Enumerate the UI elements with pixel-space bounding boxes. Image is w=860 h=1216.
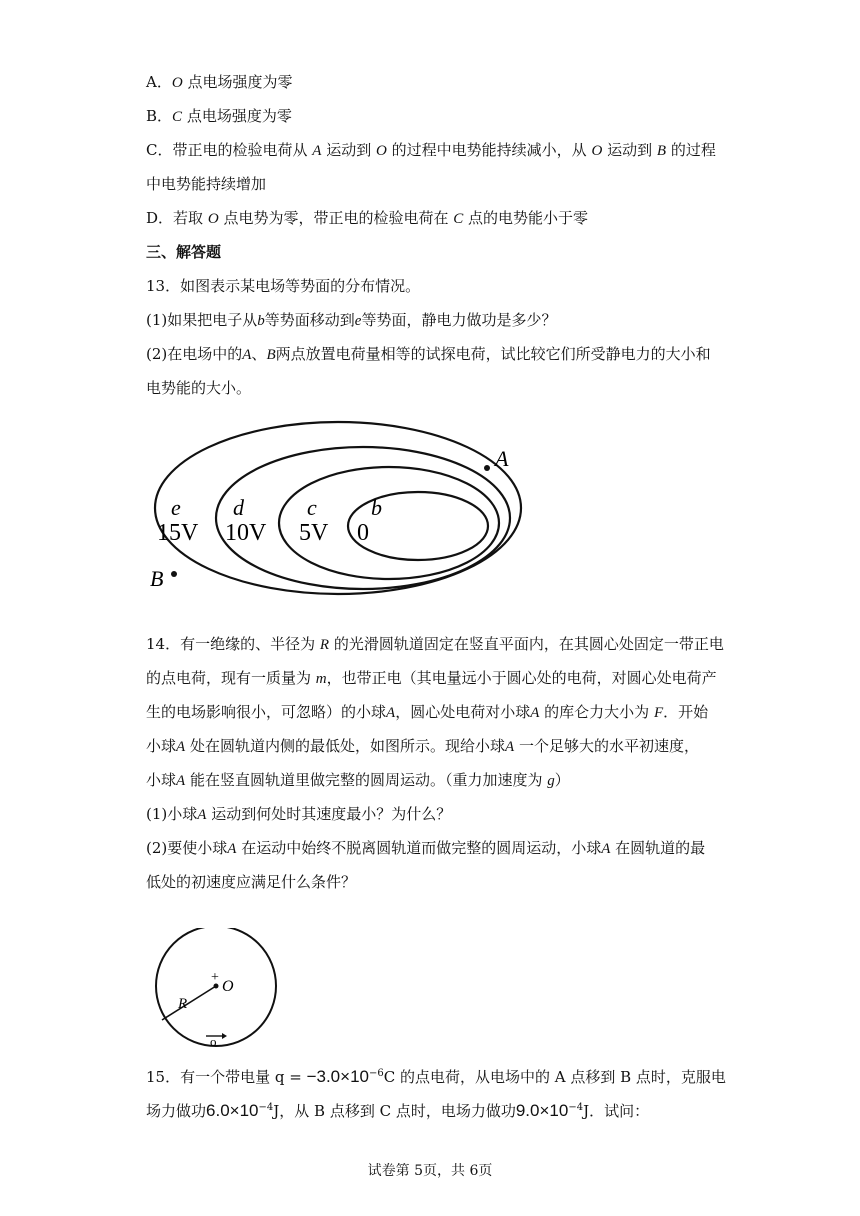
work-bc-value: 9.0×10 bbox=[515, 1101, 569, 1120]
q14-part2-line2: 低处的初速度应满足什么条件？ bbox=[146, 873, 357, 891]
charge-value: −3.0×10 bbox=[306, 1067, 369, 1086]
page-footer: 试卷第 5页，共 6页 bbox=[367, 1163, 493, 1179]
q15-line1: 15．有一个带电量 $q = -3.0\times 10^{-6}C$ 的点电荷，从电场中的 A 点移到 B 点时，克服电 bbox=[146, 1067, 726, 1086]
circular-track-figure bbox=[148, 928, 288, 1048]
surface-d-potential: 10V bbox=[225, 520, 267, 546]
option-a: A．O 点电场强度为零 bbox=[146, 73, 293, 91]
section-title: 三、解答题 bbox=[146, 243, 222, 261]
q13-stem: 13．如图表示某电场等势面的分布情况。 bbox=[146, 277, 421, 295]
q14-part1: (1)小球A 运动到何处时其速度最小？为什么？ bbox=[146, 805, 452, 823]
work-ab-value: 6.0×10 bbox=[206, 1101, 259, 1120]
surface-e-name: e bbox=[171, 495, 181, 520]
charge-sign: + bbox=[211, 970, 219, 985]
ball-label: o bbox=[210, 1034, 217, 1048]
option-d: D．若取 O 点电势为零，带正电的检验电荷在 C 点的电势能小于零 bbox=[146, 209, 589, 227]
q14-line2: 的点电荷，现有一质量为 m，也带正电（其电量远小于圆心处的电荷，对圆心处电荷产 bbox=[146, 669, 717, 687]
q13-part2-line2: 电势能的大小。 bbox=[146, 379, 252, 397]
surface-e-potential: 15V bbox=[157, 520, 199, 546]
point-a-label: A bbox=[495, 446, 509, 471]
option-c: C．带正电的检验电荷从 A 运动到 O 的过程中电势能持续减小，从 O 运动到 B 的过程 bbox=[146, 141, 716, 159]
q14-part2: (2)要使小球A 在运动中始终不脱离圆轨道而做完整的圆周运动，小球A 在圆轨道的最 bbox=[146, 839, 706, 857]
surface-b-ellipse bbox=[348, 492, 488, 560]
option-c-line2: 中电势能持续增加 bbox=[146, 175, 267, 193]
q14-line3: 生的电场影响很小，可忽略）的小球A，圆心处电荷对小球A 的库仑力大小为 F．开始 bbox=[146, 703, 709, 721]
radius-line bbox=[162, 986, 216, 1020]
point-b-label: B bbox=[150, 566, 164, 591]
radius-label: R bbox=[178, 996, 188, 1012]
option-b: B．C 点电场强度为零 bbox=[146, 107, 292, 125]
equipotential-figure bbox=[145, 400, 525, 600]
surface-b-name: b bbox=[371, 495, 382, 520]
point-a-dot bbox=[484, 465, 490, 471]
surface-c-potential: 5V bbox=[299, 520, 329, 546]
q15-line2: 场力做功$6.0\times 10^{-4}J$，从 B 点移到 C 点时，电场力做功$9.0\times 10^{-4}J$．试问： bbox=[146, 1101, 650, 1120]
q13-part1: (1)如果把电子从b等势面移动到e等势面，静电力做功是多少？ bbox=[146, 311, 557, 329]
surface-b-potential: 0 bbox=[357, 520, 369, 546]
q14-line1: 14．有一绝缘的、半径为 R 的光滑圆轨道固定在竖直平面内，在其圆心处固定一带正电 bbox=[146, 635, 724, 653]
point-b-dot bbox=[171, 571, 177, 577]
surface-d-name: d bbox=[233, 495, 244, 520]
center-label: O bbox=[222, 978, 234, 995]
velocity-arrowhead bbox=[222, 1033, 227, 1039]
surface-c-name: c bbox=[307, 495, 317, 520]
q14-line4: 小球A 处在圆轨道内侧的最低处，如图所示。现给小球A 一个足够大的水平初速度， bbox=[146, 737, 699, 755]
q13-part2: (2)在电场中的A、B两点放置电荷量相等的试探电荷，试比较它们所受静电力的大小和 bbox=[146, 345, 711, 363]
q14-line5: 小球A 能在竖直圆轨道里做完整的圆周运动。（重力加速度为 g） bbox=[146, 771, 570, 789]
